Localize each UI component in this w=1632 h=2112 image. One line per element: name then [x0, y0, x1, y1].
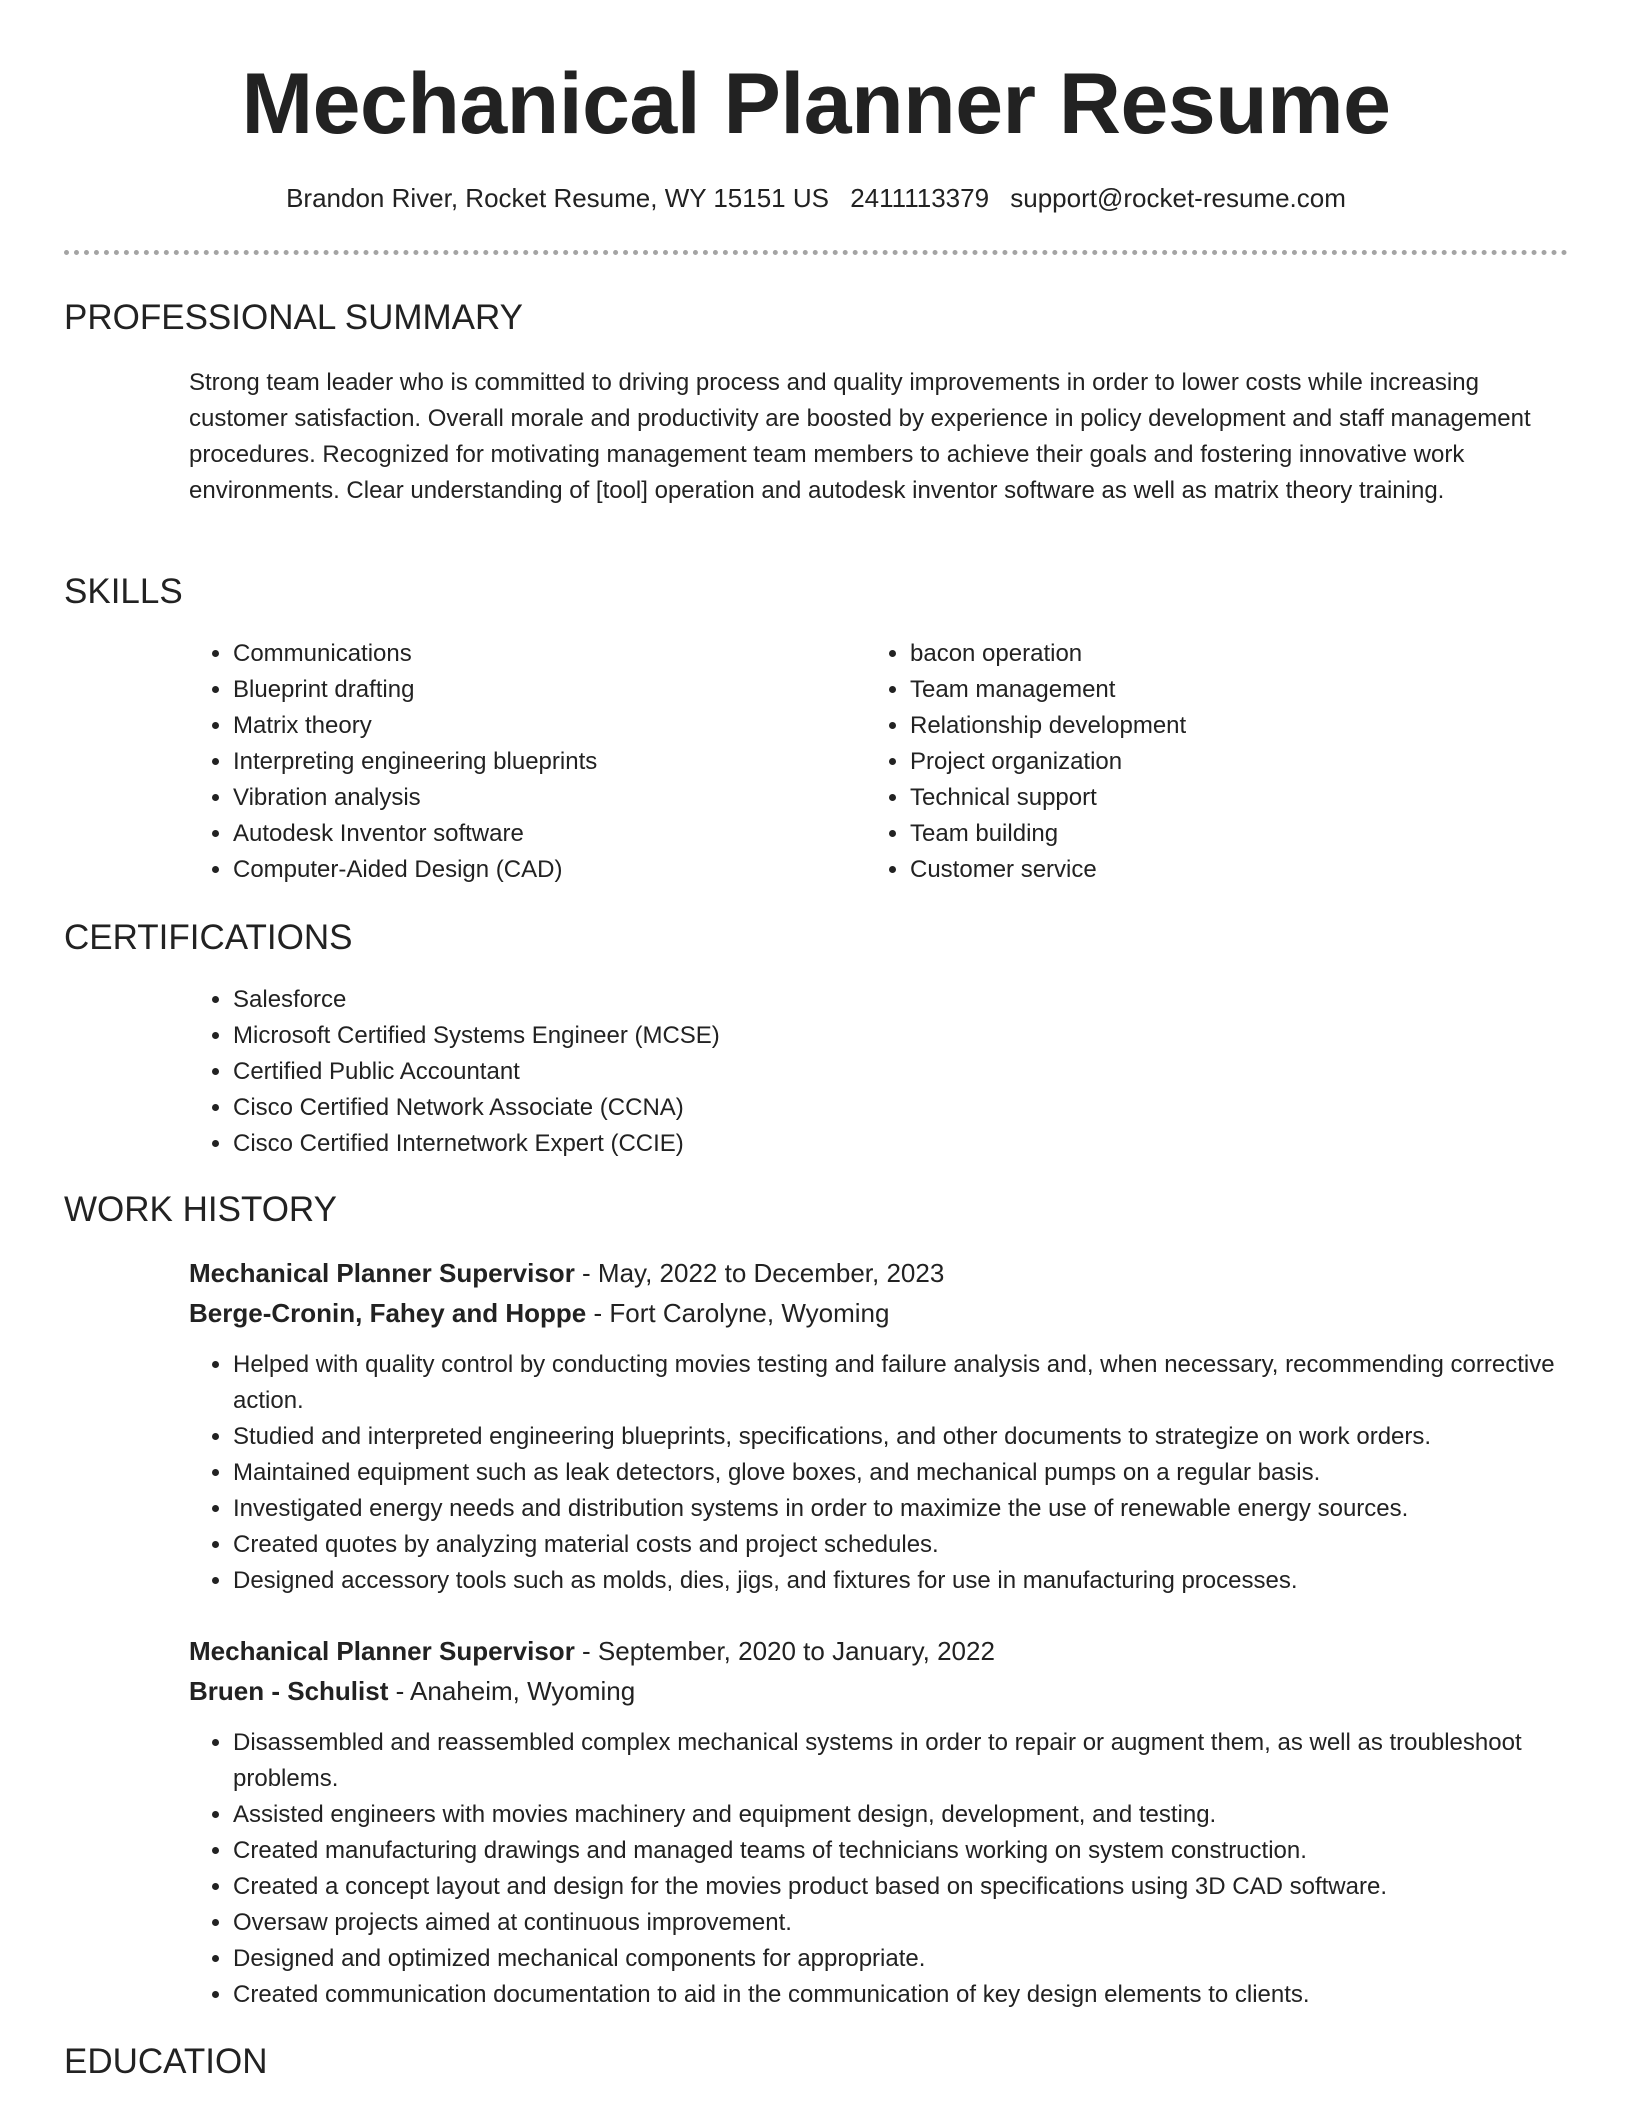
certifications-list [189, 982, 1533, 1162]
certification-item: • Salesforce [233, 982, 1533, 1018]
skill-item: • Autodesk Inventor software [233, 816, 833, 852]
job-location: - Anaheim, Wyoming [388, 1676, 636, 1706]
certification-item: • Cisco Certified Internetwork Expert (CCIE) [233, 1126, 1533, 1162]
job-title-line [189, 1253, 944, 1293]
job-title-line [189, 1631, 995, 1671]
job-bullet: • Assisted engineers with movies machinery and equipment design, development, and testing. [233, 1797, 1573, 1833]
certification-item: • Cisco Certified Network Associate (CCNA) [233, 1090, 1533, 1126]
job-bullets [189, 1725, 1573, 2013]
job-title: Mechanical Planner Supervisor [189, 1258, 575, 1288]
skill-item: • Communications [233, 636, 833, 672]
job-bullet: • Created a concept layout and design for the movies product based on specifications using 3D CAD software. [233, 1869, 1573, 1905]
skills-list-left [189, 636, 833, 888]
job-company: Berge-Cronin, Fahey and Hoppe [189, 1298, 587, 1328]
work-history-heading: WORK HISTORY [64, 1190, 337, 1229]
skill-item: • Matrix theory [233, 708, 833, 744]
contact-phone[interactable]: 2411113379 [850, 183, 990, 213]
education-heading: EDUCATION [64, 2042, 268, 2081]
job-bullet: • Studied and interpreted engineering blueprints, specifications, and other documents to strategize on work orders. [233, 1419, 1573, 1455]
summary-heading: PROFESSIONAL SUMMARY [64, 298, 523, 337]
skill-item: • Blueprint drafting [233, 672, 833, 708]
contact-line [0, 180, 1632, 216]
job-bullet: • Designed and optimized mechanical components for appropriate. [233, 1941, 1573, 1977]
skill-item: • Technical support [910, 780, 1510, 816]
job-bullet: • Helped with quality control by conducting movies testing and failure analysis and, when necessary, recommending corrective action. [233, 1347, 1573, 1419]
skill-item: • Interpreting engineering blueprints [233, 744, 833, 780]
header-divider [64, 250, 1568, 255]
skill-item: • Project organization [910, 744, 1510, 780]
certifications-heading: CERTIFICATIONS [64, 918, 353, 957]
job-title: Mechanical Planner Supervisor [189, 1636, 575, 1666]
summary-text: Strong team leader who is committed to driving process and quality improvements in order to lower costs while increasing customer satisfaction. Overall morale and productivity are boosted by experience in policy development and staff management procedures. Recognized for motivating management team members to achieve their goals and fostering innovative work environments. Clear understanding of [tool] operation and autodesk inventor software as well as matrix theory training. [189, 369, 1531, 504]
page-title: Mechanical Planner Resume [241, 56, 1391, 152]
job-bullet: • Maintained equipment such as leak detectors, glove boxes, and mechanical pumps on a regular basis. [233, 1455, 1573, 1491]
skill-item: • Team building [910, 816, 1510, 852]
job-dates: - September, 2020 to January, 2022 [574, 1636, 995, 1666]
job-location: - Fort Carolyne, Wyoming [586, 1298, 890, 1328]
job-bullet: • Disassembled and reassembled complex mechanical systems in order to repair or augment them, as well as troubleshoot problems. [233, 1725, 1573, 1797]
job-bullet: • Designed accessory tools such as molds, dies, jigs, and fixtures for use in manufacturing processes. [233, 1563, 1573, 1599]
skill-item: • bacon operation [910, 636, 1510, 672]
skill-item: • Team management [910, 672, 1510, 708]
job-company-line [189, 1293, 889, 1333]
job-bullets [189, 1347, 1573, 1599]
job-company-line [189, 1671, 635, 1711]
job-company: Bruen - Schulist [189, 1676, 389, 1706]
skill-item: • Relationship development [910, 708, 1510, 744]
job-bullet: • Investigated energy needs and distribution systems in order to maximize the use of renewable energy sources. [233, 1491, 1573, 1527]
skills-heading: SKILLS [64, 572, 183, 611]
certification-item: • Microsoft Certified Systems Engineer (MCSE) [233, 1018, 1533, 1054]
skills-list-right [866, 636, 1510, 888]
job-bullet: • Created communication documentation to aid in the communication of key design elements to clients. [233, 1977, 1573, 2013]
skill-item: • Computer-Aided Design (CAD) [233, 852, 833, 888]
skill-item: • Vibration analysis [233, 780, 833, 816]
job-bullet: • Created manufacturing drawings and managed teams of technicians working on system construction. [233, 1833, 1573, 1869]
job-dates: - May, 2022 to December, 2023 [574, 1258, 945, 1288]
contact-address: Brandon River, Rocket Resume, WY 15151 US [286, 183, 829, 213]
contact-email[interactable]: support@rocket-resume.com [1010, 183, 1346, 213]
certification-item: • Certified Public Accountant [233, 1054, 1533, 1090]
skill-item: • Customer service [910, 852, 1510, 888]
job-bullet: • Created quotes by analyzing material costs and project schedules. [233, 1527, 1573, 1563]
job-bullet: • Oversaw projects aimed at continuous improvement. [233, 1905, 1573, 1941]
